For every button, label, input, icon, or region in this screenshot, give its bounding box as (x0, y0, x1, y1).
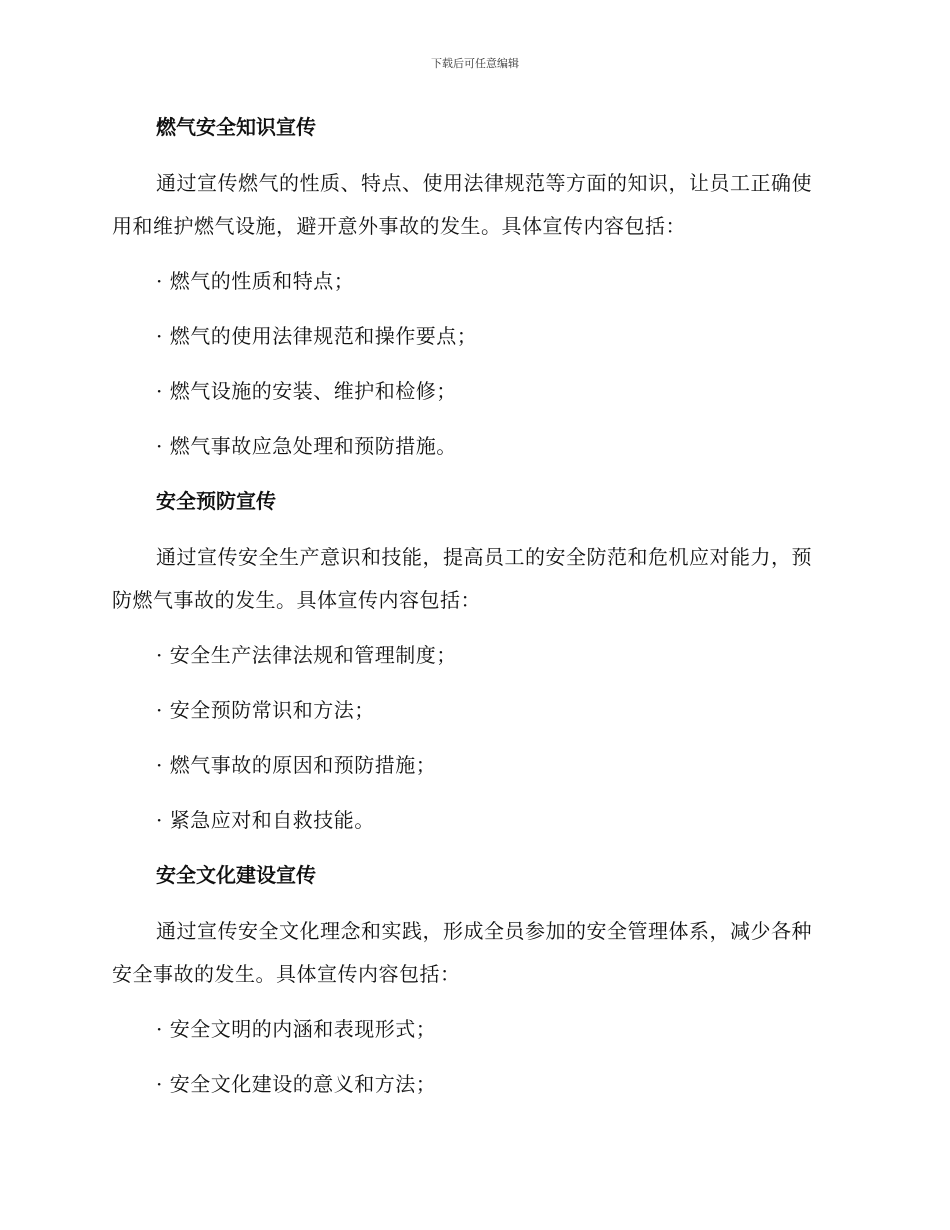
bullet-item: · 燃气事故的原因和预防措施； (156, 753, 437, 777)
document-body (112, 108, 832, 1120)
bullet-item: · 燃气的性质和特点； (156, 269, 355, 293)
section-paragraph: 通过宣传安全文化理念和实践，形成全员参加的安全管理体系，减少各种安全事故的发生。具体宣传内容包括： (112, 919, 812, 986)
bullet-item: · 燃气设施的安装、维护和检修； (156, 379, 457, 403)
section-title: 安全预防宣传 (156, 489, 276, 513)
section-paragraph: 通过宣传安全生产意识和技能，提高员工的安全防范和危机应对能力，预防燃气事故的发生。具体宣传内容包括： (112, 545, 812, 612)
section-title: 安全文化建设宣传 (156, 863, 316, 887)
bullet-item: · 燃气事故应急处理和预防措施。 (156, 434, 457, 458)
bullet-item: · 燃气的使用法律规范和操作要点； (156, 324, 478, 348)
bullet-item: · 安全生产法律法规和管理制度； (156, 643, 457, 667)
section (112, 482, 832, 839)
bullet-item: · 紧急应对和自救技能。 (156, 808, 375, 832)
bullet-item: · 安全预防常识和方法； (156, 698, 375, 722)
section (112, 108, 832, 465)
section-title: 燃气安全知识宣传 (156, 115, 316, 139)
bullet-item: · 安全文明的内涵和表现形式； (156, 1017, 437, 1041)
bullet-item: · 安全文化建设的意义和方法； (156, 1072, 437, 1096)
section (112, 856, 832, 1103)
header-note: 下载后可任意编辑 (431, 57, 519, 70)
section-paragraph: 通过宣传燃气的性质、特点、使用法律规范等方面的知识，让员工正确使用和维护燃气设施，避开意外事故的发生。具体宣传内容包括： (112, 171, 812, 238)
